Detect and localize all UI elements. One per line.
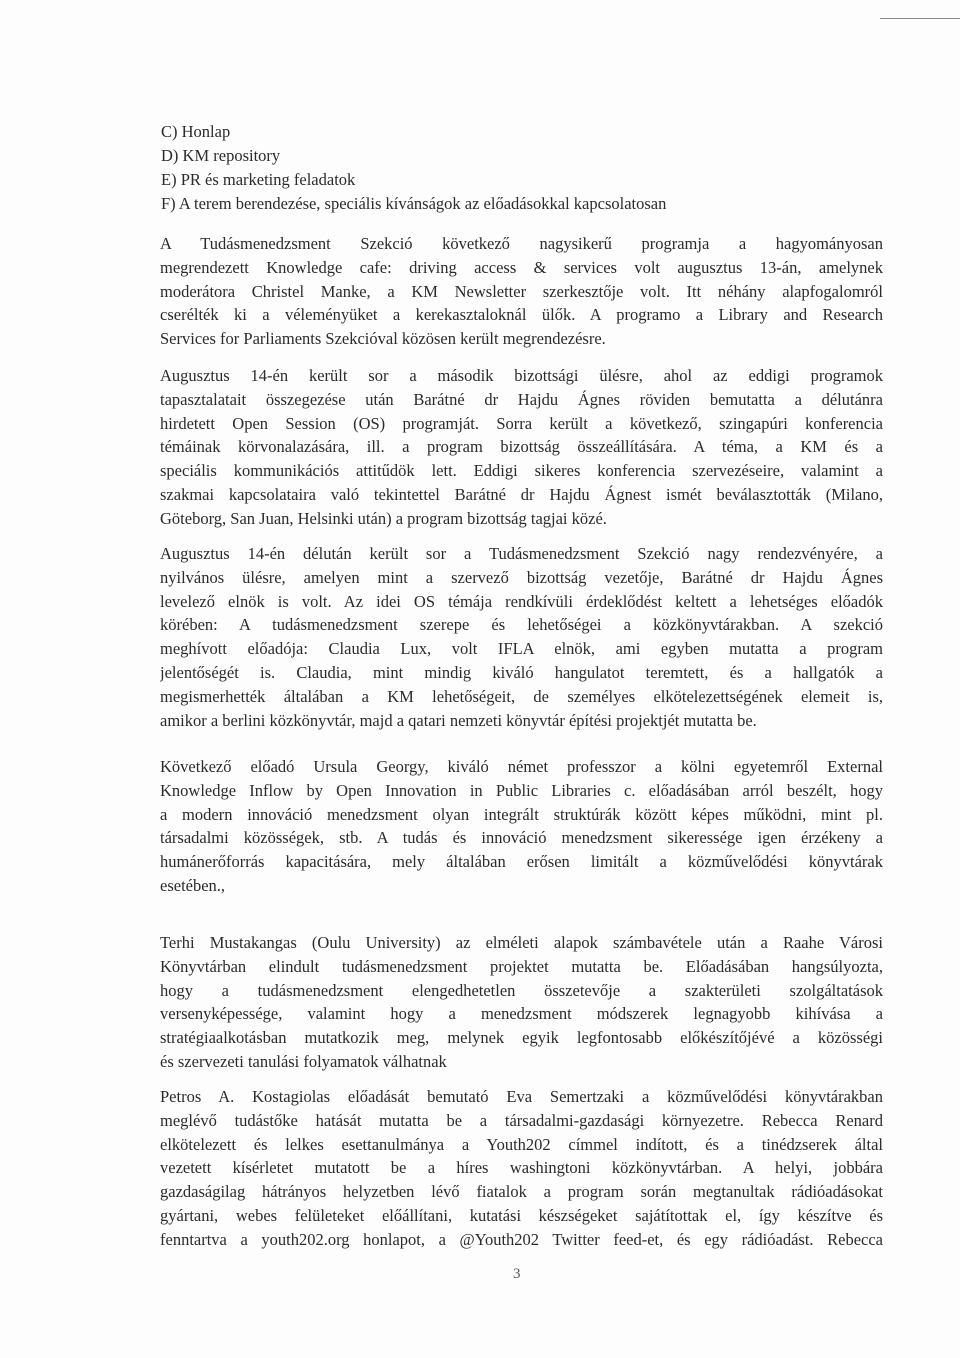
text-line: társadalmi közösségek, stb. A tudás és innováció menedzsment sikeressége igen érzékeny a	[160, 828, 883, 848]
text-line: jelentőségét is. Claudia, mint mindig kiváló hangulatot teremtett, és a hallgatók a	[160, 662, 883, 682]
text-line: gazdaságilag hátrányos helyzetben lévő fiatalok a program során megtanultak rádióadásokat	[160, 1182, 883, 1202]
text-line: Knowledge Inflow by Open Innovation in Public Libraries c. előadásában arról beszélt, hogy	[160, 780, 883, 800]
text-line: meglévő tudástőke hatását mutatta be a társadalmi-gazdasági környezetre. Rebecca Renard	[160, 1110, 883, 1130]
text-line: meghívott előadója: Claudia Lux, volt IFLA elnök, ami egyben mutatta a program	[160, 639, 883, 659]
text-line: vezetett kísérletet mutatott be a híres washingtoni közkönyvtárban. A helyi, jobbára	[160, 1158, 883, 1178]
paragraph-committee-meeting	[160, 364, 883, 531]
text-line: stratégiaalkotásban mutatkozik meg, melynek egyik legfontosabb előkészítőjévé a közösségi	[160, 1028, 883, 1048]
list-item: C) Honlap	[161, 122, 231, 141]
paragraph-ursula-georgy	[160, 755, 883, 898]
agenda-list	[161, 120, 666, 216]
text-line: a modern innováció menedzsment olyan integrált struktúrák között képes működni, mint pl.	[160, 804, 883, 824]
text-line: cserélték ki a véleményüket a kerekasztaloknál ülők. A programo a Library and Research	[160, 305, 883, 325]
text-line: nyilvános ülésre, amelyen mint a szervező bizottság vezetője, Barátné dr Hajdu Ágnes	[160, 567, 883, 587]
text-line: Könyvtárban elindult tudásmenedzsment projektet mutatta be. Előadásában hangsúlyozta,	[160, 956, 883, 976]
paragraph-open-session	[160, 542, 883, 732]
text-line: szakmai kapcsolataira való tekintettel Barátné dr Hajdu Ágnest ismét beválasztották (Milano,	[160, 484, 883, 504]
paragraph-terhi-mustakangas	[160, 931, 883, 1074]
text-line: Augusztus 14-én került sor a második bizottsági ülésre, ahol az eddigi programok	[160, 366, 883, 385]
text-line: Göteborg, San Juan, Helsinki után) a program bizottság tagjai közé.	[160, 508, 607, 528]
page-number: 3	[513, 1266, 521, 1282]
list-item: E) PR és marketing feladatok	[161, 170, 356, 189]
text-line: hogy a tudásmenedzsment elengedhetetlen összetevője a szakterületi szolgáltatások	[160, 980, 883, 1000]
list-item: F) A terem berendezése, speciális kívánságok az előadásokkal kapcsolatosan	[161, 194, 667, 213]
text-line: hirdetett Open Session (OS) programját. Sorra került a következő, szingapúri konferencia	[160, 413, 883, 433]
text-line: gyártani, webes felületeket előállítani, kutatási készségeket sajátítottak el, így készítve és	[160, 1205, 883, 1225]
text-line: humánerőforrás kapacitására, mely általában erősen limitált a közművelődési könyvtárak	[160, 852, 883, 872]
text-line: Következő előadó Ursula Georgy, kiváló német professzor a kölni egyetemről External	[160, 757, 883, 776]
paragraph-petros-kostagiolas	[160, 1085, 883, 1252]
text-line: moderátora Christel Manke, a KM Newsletter szerkesztője volt. Itt néhány alapfogalomról	[160, 281, 883, 301]
text-line: megrendezett Knowledge cafe: driving access & services volt augusztus 13-án, amelynek	[160, 257, 883, 277]
text-line: Terhi Mustakangas (Oulu University) az elméleti alapok számbavétele után a Raahe Városi	[160, 933, 883, 952]
text-line: levelező elnök is volt. Az idei OS témája rendkívüli érdeklődést keltett a lehetséges előadók	[160, 591, 883, 611]
text-line: amikor a berlini közkönyvtár, majd a qatari nemzeti könyvtár építési projektjét mutatta be.	[160, 710, 757, 730]
text-line: speciális kommunikációs attitűdök lett. Eddigi sikeres konferencia szervezéseire, valamint a	[160, 461, 883, 481]
text-line: témáinak körvonalazására, ill. a program bizottság összeállítására. A téma, a KM és a	[160, 437, 883, 457]
text-line: Petros A. Kostagiolas előadását bemutató Eva Semertzaki a közművelődési könyvtárakban	[160, 1087, 883, 1106]
top-edge-rule	[880, 18, 960, 19]
text-line: A Tudásmenedzsment Szekció következő nagysikerű programja a hagyományosan	[160, 234, 883, 253]
text-line: fenntartva a youth202.org honlapot, a @Youth202 Twitter feed-et, és egy rádióadást. Rebecca	[160, 1229, 883, 1249]
paragraph-knowledge-cafe	[160, 232, 883, 351]
text-line: és szervezeti tanulási folyamatok válhatnak	[160, 1051, 447, 1071]
text-line: tapasztalatait összegezése után Barátné dr Hajdu Ágnes röviden bemutatta a délutánra	[160, 389, 883, 409]
text-line: körében: A tudásmenedzsment szerepe és lehetőségei a közkönyvtárakban. A szekció	[160, 615, 883, 635]
list-item: D) KM repository	[161, 146, 281, 165]
text-line: megismerhették általában a KM lehetőségeit, de személyes elkötelezettségének elemeit is,	[160, 686, 883, 706]
text-line: elkötelezett és lelkes esettanulmánya a Youth202 címmel indított, és a tinédzserek által	[160, 1134, 883, 1154]
text-line: esetében.,	[160, 875, 226, 895]
text-line: Augusztus 14-én délután került sor a Tudásmenedzsment Szekció nagy rendezvényére, a	[160, 544, 883, 563]
text-line: versenyképessége, valamint hogy a menedzsment módszerek legnagyobb kihívása a	[160, 1004, 883, 1024]
text-line: Services for Parliaments Szekcióval közösen került megrendezésre.	[160, 329, 606, 349]
